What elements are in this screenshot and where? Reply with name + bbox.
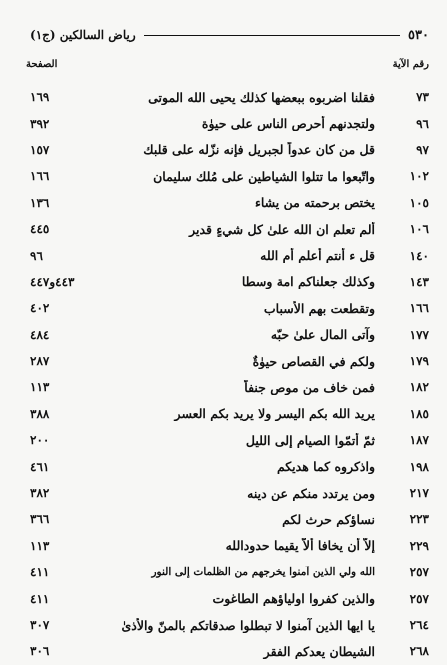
page-reference: ١٦٦ xyxy=(30,169,50,184)
ayah-number: ١٠٥ xyxy=(409,195,429,210)
ayah-number: ١٠٢ xyxy=(409,169,429,184)
verse-text: وآتى المال علىٰ حبّه xyxy=(270,327,375,343)
index-row xyxy=(0,374,447,400)
verse-text: يا ايها الذين آمنوا لا تبطلوا صدقاتكم بالمنّ والأذىٰ xyxy=(121,617,375,633)
ayah-number: ٢٦٤ xyxy=(409,618,429,632)
page-reference: ١٦٩ xyxy=(30,90,50,105)
page-reference: ٣٨٨ xyxy=(30,406,50,421)
index-row xyxy=(0,269,447,295)
ayah-number: ٩٧ xyxy=(416,142,429,157)
ayah-number: ٢٥٧ xyxy=(409,565,429,580)
page-reference: ٤١١ xyxy=(30,591,50,606)
verse-text: يختص برحمته من يشاء xyxy=(254,195,375,211)
index-row xyxy=(0,559,447,585)
index-row xyxy=(0,190,447,216)
verse-text: وتقطعت بهم الأسباب xyxy=(263,300,375,316)
page-reference: ٣٦٦ xyxy=(30,512,50,527)
verse-text: ألم تعلم ان الله علىٰ كل شيءٍ قدير xyxy=(189,221,375,237)
verse-text: وكذلك جعلناكم امة وسطا xyxy=(241,274,375,290)
verse-text: والذين كفروا اولياؤهم الطاغوت xyxy=(212,591,375,607)
header-rule xyxy=(144,35,400,36)
index-row xyxy=(0,533,447,559)
page-reference: ٣٨٢ xyxy=(30,486,50,501)
page-reference: ٤٤٥ xyxy=(30,222,50,237)
index-row xyxy=(0,137,447,163)
page-reference: ٢٠٠ xyxy=(30,433,50,448)
index-row xyxy=(0,216,447,242)
ayah-number: ١٦٦ xyxy=(409,301,429,316)
index-row xyxy=(0,348,447,374)
verse-text: فقلنا اضربوه ببعضها كذلك يحيى الله الموتى xyxy=(148,89,375,105)
page-reference: ٤٦١ xyxy=(30,459,50,474)
index-row xyxy=(0,638,447,664)
ayah-number: ١٧٩ xyxy=(409,354,429,369)
page-reference: ٣٠٧ xyxy=(30,618,50,632)
verse-text: نساؤكم حرث لكم xyxy=(282,511,375,527)
ayah-number: ١٤٠ xyxy=(409,248,429,263)
page-column-heading: الصفحة xyxy=(26,58,58,70)
index-row xyxy=(0,506,447,532)
ayah-number: ١٨٧ xyxy=(409,433,429,448)
page-reference: ١٣٦ xyxy=(30,195,50,210)
page-header xyxy=(30,26,429,44)
verse-text: واتّبعوا ما تتلوا الشياطين على مُلك سليمان xyxy=(153,168,375,184)
book-title: رياض السالكين (ج١) xyxy=(30,28,136,42)
ayah-number: ١٨٢ xyxy=(409,380,429,395)
verse-text: واذكروه كما هديكم xyxy=(276,459,375,475)
verse-text: ومن يرتدد منكم عن دينه xyxy=(247,485,375,501)
verse-text: ولتجدنهم أحرص الناس على حيوٰة xyxy=(201,116,375,132)
column-headings xyxy=(26,56,429,72)
page-reference: ٢٨٧ xyxy=(30,354,50,369)
page-reference: ٩٦ xyxy=(30,248,43,263)
ayah-number: ١٩٨ xyxy=(409,459,429,474)
verse-text: يريد الله بكم اليسر ولا يريد بكم العسر xyxy=(174,406,375,422)
ayah-number: ٧٣ xyxy=(416,90,429,105)
page-reference: ٣٩٢ xyxy=(30,116,50,131)
verse-text: الله ولي الذين آمنوا يخرجهم من الظلمات إلى النور xyxy=(151,566,375,579)
index-row xyxy=(0,453,447,479)
index-row xyxy=(0,163,447,189)
page-reference: ١١٣ xyxy=(30,380,50,395)
ayah-column-heading: رقم الآية xyxy=(392,58,429,70)
index-rows xyxy=(0,84,447,665)
ayah-number: ٢٢٩ xyxy=(409,538,429,553)
ayah-number: ١٠٦ xyxy=(409,222,429,237)
index-row xyxy=(0,585,447,611)
ayah-number: ١٤٣ xyxy=(409,274,429,289)
verse-text: ولكم في القصاص حيوٰةٌ xyxy=(252,353,375,369)
page-reference: ٤٤٣و٤٤٧ xyxy=(30,274,75,289)
index-row xyxy=(0,322,447,348)
verse-text: ثمّ أتمّوا الصيام إلى الليل xyxy=(245,432,375,448)
index-row xyxy=(0,612,447,638)
page-reference: ٤٨٤ xyxy=(30,327,50,342)
ayah-number: ٩٦ xyxy=(416,116,429,131)
page-reference: ١١٣ xyxy=(30,538,50,553)
index-row xyxy=(0,242,447,268)
page-number: ٥٣٠ xyxy=(408,27,429,43)
index-row xyxy=(0,401,447,427)
ayah-number: ٢١٧ xyxy=(409,486,429,501)
verse-text: إلاّ أن يخافا ألاّ يقيما حدودالله xyxy=(225,538,375,554)
verse-text: فمن خاف من موص جنفاً xyxy=(244,379,375,395)
verse-text: قل من كان عدواً لجبريل فإنه نزّله على قلبك xyxy=(143,142,375,158)
verse-text: قل ء أنتم أعلم أم الله xyxy=(260,248,375,264)
ayah-number: ٢٢٣ xyxy=(409,512,429,527)
page-reference: ٣٠٦ xyxy=(30,644,50,659)
ayah-number: ١٧٧ xyxy=(409,327,429,342)
index-row xyxy=(0,295,447,321)
index-row xyxy=(0,84,447,110)
ayah-number: ٢٦٨ xyxy=(409,644,429,659)
verse-text: الشيطان يعدكم الفقر xyxy=(263,643,375,659)
index-row xyxy=(0,480,447,506)
index-row xyxy=(0,427,447,453)
page-reference: ١٥٧ xyxy=(30,142,50,157)
index-row xyxy=(0,110,447,136)
ayah-number: ٢٥٧ xyxy=(409,591,429,606)
page-reference: ٤٠٢ xyxy=(30,301,50,316)
page-reference: ٤١١ xyxy=(30,565,50,580)
ayah-number: ١٨٥ xyxy=(409,406,429,421)
